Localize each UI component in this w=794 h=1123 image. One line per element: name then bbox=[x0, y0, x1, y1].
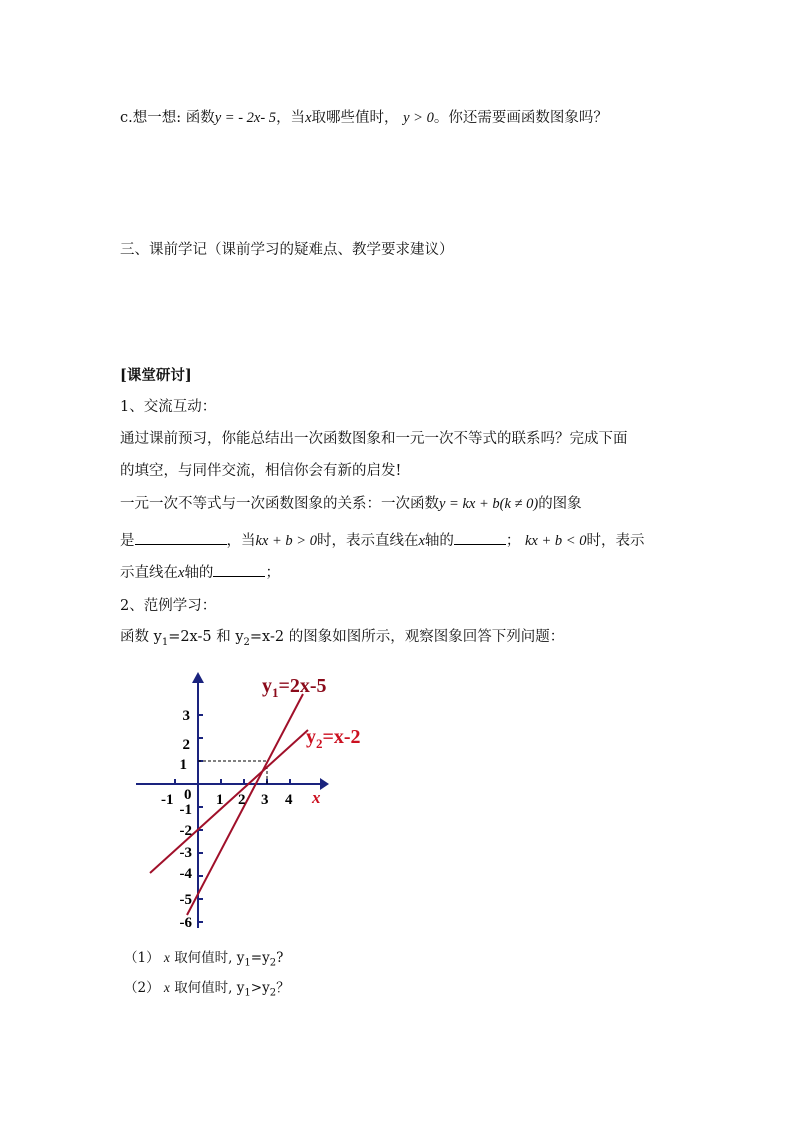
y-tick-label: -3 bbox=[179, 845, 192, 861]
y-tick-label: -6 bbox=[179, 915, 192, 931]
x-tick-label: 4 bbox=[285, 792, 293, 808]
section1-para1: 通过课前预习，你能总结出一次函数图象和一元一次不等式的联系吗？完成下面 bbox=[120, 431, 628, 447]
function-graph bbox=[128, 668, 368, 936]
section1-para2: 的填空，与同伴交流，相信你会有新的启发! bbox=[120, 463, 402, 479]
fill-condition-1: kx + b > 0 bbox=[255, 533, 317, 549]
y-tick-label: -1 bbox=[179, 802, 192, 818]
label2-rest: =x-2 bbox=[322, 726, 361, 748]
question-c bbox=[120, 106, 608, 127]
q2-num: （2） bbox=[124, 980, 160, 996]
y-tick-label: 3 bbox=[182, 708, 190, 724]
question-c-end: 。你还需要画函数图象吗？ bbox=[433, 110, 608, 126]
fill-text-c: 时，表示直线在 bbox=[316, 533, 419, 549]
fill-text-b: ，当 bbox=[226, 533, 256, 549]
fill-text-f: 时，表示 bbox=[586, 533, 645, 549]
y-tick-label: -5 bbox=[179, 892, 192, 908]
question-c-prefix: c.想一想: 函数 bbox=[120, 110, 215, 126]
s2-para-c: =x-2 的图象如图所示，观察图象回答下列问题： bbox=[249, 629, 565, 645]
line-label-y2 bbox=[306, 726, 361, 751]
relation-function: y = kx + b(k ≠ 0) bbox=[439, 496, 539, 512]
x-tick-label: -1 bbox=[161, 792, 174, 808]
blank-2[interactable] bbox=[454, 530, 506, 545]
q2-text: 取何值时, y bbox=[174, 980, 245, 996]
q2-sub2: 2 bbox=[269, 987, 277, 999]
fill-text-d: 轴的 bbox=[424, 533, 454, 549]
q2-eq: >y bbox=[250, 980, 270, 996]
y-tick-label: 1 bbox=[179, 757, 187, 773]
question-c-tail: 取哪些值时， bbox=[311, 110, 399, 126]
section1-fill-line bbox=[120, 529, 644, 550]
question-c-mid: ，当 bbox=[276, 110, 306, 126]
q1-x: x bbox=[163, 950, 170, 965]
y-tick-label: -2 bbox=[179, 823, 192, 839]
q1-text: 取何值时, y bbox=[174, 950, 245, 966]
x-axis-arrow bbox=[320, 778, 329, 790]
label2-sub: 2 bbox=[316, 736, 323, 751]
q1-num: （1） bbox=[124, 950, 160, 966]
label1-y: y bbox=[262, 675, 272, 697]
q1-sub1: 1 bbox=[244, 957, 251, 969]
q2-end: ？ bbox=[276, 980, 290, 996]
y-tick-label: 2 bbox=[182, 737, 190, 753]
fill-x: x bbox=[418, 533, 425, 549]
question-c-condition: y > 0 bbox=[403, 110, 434, 126]
blank-1[interactable] bbox=[135, 530, 227, 545]
fill-condition-2: kx + b < 0 bbox=[525, 533, 587, 549]
q2-sub1: 1 bbox=[244, 987, 251, 999]
origin-label: 0 bbox=[184, 787, 192, 803]
question-2 bbox=[124, 976, 290, 999]
label1-sub: 1 bbox=[272, 685, 279, 700]
section2-para bbox=[120, 625, 564, 648]
line3-x: x bbox=[178, 565, 185, 581]
line-label-y1 bbox=[262, 675, 327, 700]
blank-3[interactable] bbox=[213, 562, 265, 577]
q1-sub2: 2 bbox=[269, 957, 277, 969]
y-axis-arrow bbox=[192, 672, 204, 683]
question-1 bbox=[124, 946, 283, 969]
relation-text-a: 一元一次不等式与一次函数图象的关系：一次函数 bbox=[120, 496, 439, 512]
x-tick-label: 1 bbox=[216, 792, 224, 808]
section2-title: 2、范例学习： bbox=[120, 598, 217, 614]
x-tick-label: 3 bbox=[261, 792, 269, 808]
label1-rest: =2x-5 bbox=[278, 675, 327, 697]
label2-y: y bbox=[306, 726, 316, 748]
s2-para-sub1: 1 bbox=[161, 636, 169, 648]
y-tick-label: -4 bbox=[179, 866, 192, 882]
fill-text-a: 是 bbox=[120, 533, 135, 549]
s2-para-sub2: 2 bbox=[243, 636, 250, 648]
line3-text-c: ； bbox=[265, 565, 280, 581]
line3-text-a: 示直线在 bbox=[120, 565, 178, 581]
fill-text-e: ； bbox=[505, 533, 521, 549]
section3-heading: 三、课前学记（课前学习的疑难点、教学要求建议） bbox=[120, 242, 454, 258]
s2-para-b: =2x-5 和 y bbox=[168, 629, 244, 645]
section1-relation bbox=[120, 492, 582, 513]
s2-para-a: 函数 y bbox=[120, 629, 162, 645]
x-tick-label: 2 bbox=[238, 792, 246, 808]
question-c-var: x bbox=[305, 110, 312, 126]
q2-x: x bbox=[163, 980, 170, 995]
classroom-heading: [课堂研讨] bbox=[120, 367, 192, 384]
q1-end: ? bbox=[276, 950, 284, 966]
section1-title: 1、交流互动： bbox=[120, 399, 217, 415]
q1-eq: =y bbox=[250, 950, 270, 966]
x-axis-label: x bbox=[312, 788, 321, 807]
relation-text-b: 的图象 bbox=[538, 496, 582, 512]
line3-text-b: 轴的 bbox=[184, 565, 214, 581]
section1-line3 bbox=[120, 561, 280, 582]
question-c-function: y = - 2x- 5 bbox=[214, 110, 277, 126]
